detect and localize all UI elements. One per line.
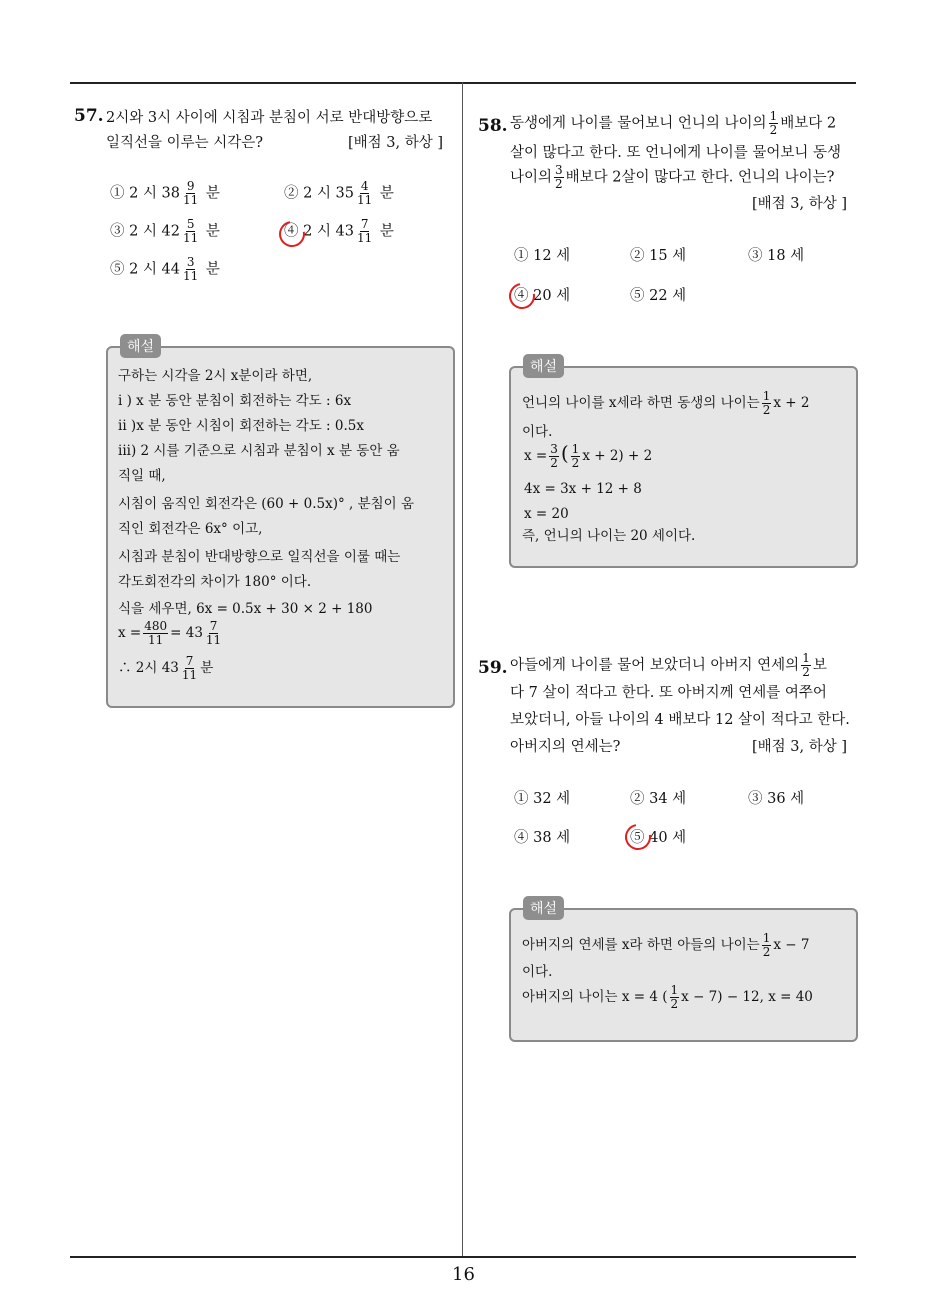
column-divider <box>462 82 463 1258</box>
fraction: $\frac{4}{11}$ <box>357 179 373 207</box>
solution-conclusion: ∴ 2시 43 $\frac{7}{11}$ 분 <box>118 654 214 682</box>
solution-line: 4x = 3x + 12 + 8 <box>524 481 642 497</box>
question-text-line3: 나이의 $\frac{3}{2}$ 배보다 2살이 많다고 한다. 언니의 나이는? <box>510 163 835 191</box>
page-number: 16 <box>452 1264 475 1285</box>
answer-circle-mark <box>620 819 656 855</box>
solution-line: ii )x 분 동안 시침이 회전하는 각도 : 0.5x <box>118 418 364 434</box>
solution-tag: 해설 <box>523 896 564 920</box>
option-2[interactable]: ② 34 세 <box>630 791 687 807</box>
option-2[interactable]: ② 15 세 <box>630 248 687 264</box>
solution-tag: 해설 <box>523 354 564 378</box>
question-number: 58. <box>478 116 508 136</box>
bottom-rule <box>70 1256 856 1258</box>
top-rule <box>70 82 856 84</box>
option-1[interactable]: ① 2 시 38 $\frac{9}{11}$ 분 <box>110 179 220 207</box>
solution-line: 각도회전각의 차이가 180° 이다. <box>118 574 312 590</box>
solution-line: 시침과 분침이 반대방향으로 일직선을 이룰 때는 <box>118 549 401 565</box>
option-3[interactable]: ③ 2 시 42 $\frac{5}{11}$ 분 <box>110 217 220 245</box>
solution-line: 직일 때, <box>118 468 166 484</box>
solution-line: 시침이 움직인 회전각은 (60 + 0.5x)° , 분침이 움 <box>118 496 415 512</box>
points-label: [배점 3, 하상 ] <box>348 135 444 151</box>
option-5[interactable]: ⑤ 40 세 <box>630 830 687 846</box>
solution-line: 식을 세우면, 6x = 0.5x + 30 × 2 + 180 <box>118 601 373 617</box>
solution-equation: x = $\frac{480}{11}$ = 43 $\frac{7}{11}$ <box>118 619 222 647</box>
solution-line: 이다. <box>522 424 553 440</box>
question-number: 59. <box>478 658 508 678</box>
solution-line: 즉, 언니의 나이는 20 세이다. <box>522 528 696 544</box>
option-2[interactable]: ② 2 시 35 $\frac{4}{11}$ 분 <box>284 179 394 207</box>
option-3[interactable]: ③ 36 세 <box>748 791 805 807</box>
solution-box <box>509 908 858 1042</box>
question-text-line3: 보았더니, 아들 나이의 4 배보다 12 살이 적다고 한다. <box>510 712 850 728</box>
solution-tag: 해설 <box>120 334 161 358</box>
option-3[interactable]: ③ 18 세 <box>748 248 805 264</box>
fraction: $\frac{9}{11}$ <box>183 179 199 207</box>
question-text-line1: 2시와 3시 사이에 시침과 분침이 서로 반대방향으로 <box>106 110 433 126</box>
solution-line: 직인 회전각은 6x° 이고, <box>118 521 263 537</box>
fraction: $\frac{3}{11}$ <box>183 255 199 283</box>
solution-line: i ) x 분 동안 분침이 회전하는 각도 : 6x <box>118 393 352 409</box>
solution-line: 구하는 시각을 2시 x분이라 하면, <box>118 368 313 384</box>
option-4[interactable]: ④ 2 시 43 $\frac{7}{11}$ 분 <box>284 217 394 245</box>
solution-equation: 아버지의 나이는 x = 4 ( $\frac{1}{2}$ x − 7) − 12, x = 40 <box>522 983 813 1011</box>
points-label: [배점 3, 하상 ] <box>752 196 848 212</box>
solution-line: iii) 2 시를 기준으로 시침과 분침이 x 분 동안 움 <box>118 443 400 459</box>
option-4[interactable]: ④ 20 세 <box>514 288 571 304</box>
option-1[interactable]: ① 32 세 <box>514 791 571 807</box>
fraction: $\frac{7}{11}$ <box>357 217 373 245</box>
question-text-line1: 아들에게 나이를 물어 보았더니 아버지 연세의 $\frac{1}{2}$ 보 <box>510 651 827 679</box>
question-text-line1: 동생에게 나이를 물어보니 언니의 나이의 $\frac{1}{2}$ 배보다 2 <box>510 109 837 137</box>
fraction: $\frac{5}{11}$ <box>183 217 199 245</box>
question-number: 57. <box>74 106 104 126</box>
question-text-line2: 살이 많다고 한다. 또 언니에게 나이를 물어보니 동생 <box>510 145 842 161</box>
solution-line: 언니의 나이를 x세라 하면 동생의 나이는 $\frac{1}{2}$ x + 2 <box>522 389 810 417</box>
question-text-line4: 아버지의 연세는? <box>510 739 621 755</box>
option-5[interactable]: ⑤ 2 시 44 $\frac{3}{11}$ 분 <box>110 255 220 283</box>
solution-line: 이다. <box>522 964 553 980</box>
question-text-line2: 다 7 살이 적다고 한다. 또 아버지께 연세를 여쭈어 <box>510 685 827 701</box>
question-text-line2: 일직선을 이루는 시각은? <box>106 135 264 151</box>
option-5[interactable]: ⑤ 22 세 <box>630 288 687 304</box>
solution-line: x = 20 <box>524 506 569 522</box>
solution-equation: x = $\frac{3}{2}$ ( $\frac{1}{2}$ x + 2) + 2 <box>524 441 653 470</box>
points-label: [배점 3, 하상 ] <box>752 739 848 755</box>
option-4[interactable]: ④ 38 세 <box>514 830 571 846</box>
option-1[interactable]: ① 12 세 <box>514 248 571 264</box>
solution-line: 아버지의 연세를 x라 하면 아들의 나이는 $\frac{1}{2}$ x − 7 <box>522 931 810 959</box>
